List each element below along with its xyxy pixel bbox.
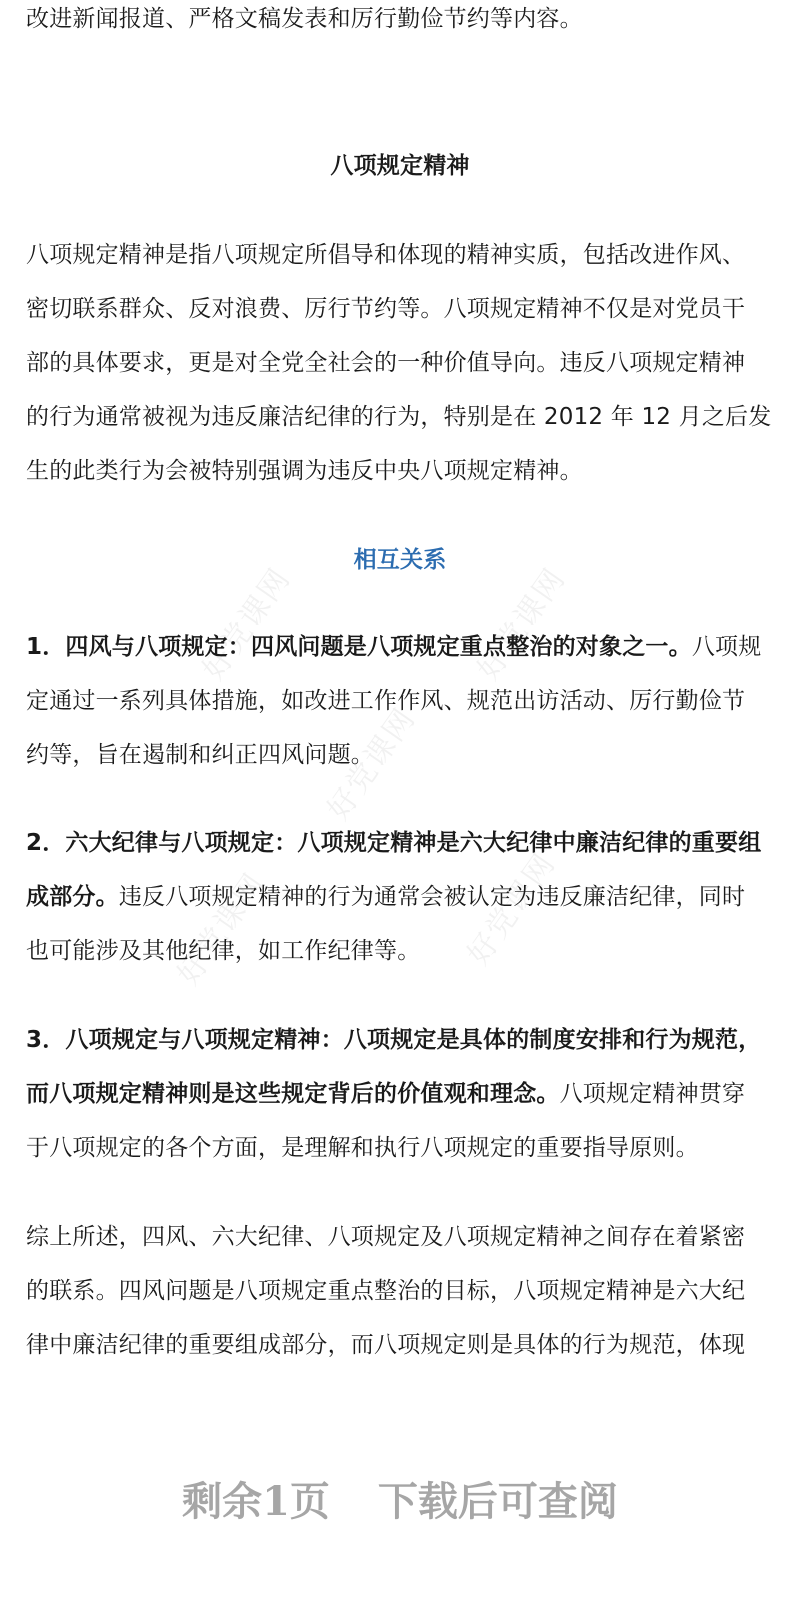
list-item-1-line [26, 632, 761, 662]
list-item-2-bold: 成部分。 [26, 884, 119, 910]
watermark: 好党课网 [470, 561, 573, 687]
paragraph-line: 八项规定精神是指八项规定所倡导和体现的精神实质，包括改进作风、 [26, 242, 746, 268]
watermark: 好党课网 [460, 846, 563, 972]
section-title-eight-rules-spirit: 八项规定精神 [330, 153, 470, 179]
paragraph-line: 部的具体要求，更是对全党全社会的一种价值导向。违反八项规定精神 [26, 350, 746, 376]
list-item-2-text: 违反八项规定精神的行为通常会被认定为违反廉洁纪律，同时 [118, 884, 746, 910]
list-item-3-line [26, 1079, 745, 1109]
summary-line: 综上所述，四风、六大纪律、八项规定及八项规定精神之间存在着紧密 [26, 1224, 746, 1250]
watermark: 好党课网 [195, 561, 298, 687]
download-to-view-label[interactable]: 下载后可查阅 [377, 1478, 618, 1525]
summary-line: 的联系。四风问题是八项规定重点整治的目标，八项规定精神是六大纪 [26, 1278, 746, 1304]
list-item-2-line: 2．六大纪律与八项规定：八项规定精神是六大纪律中廉洁纪律的重要组 [26, 830, 762, 856]
list-item-1-line: 约等，旨在遏制和纠正四风问题。 [26, 742, 374, 768]
paragraph-line: 密切联系群众、反对浪费、厉行节约等。八项规定精神不仅是对党员干 [26, 296, 746, 322]
list-item-1-line: 定通过一系列具体措施，如改进工作作风、规范出访活动、厉行勤俭节 [26, 688, 746, 714]
paragraph-line: 生的此类行为会被特别强调为违反中央八项规定精神。 [26, 458, 583, 484]
list-item-1-text: 八项规 [691, 634, 762, 660]
list-item-1-bold: 1．四风与八项规定：四风问题是八项规定重点整治的对象之一。 [26, 634, 692, 660]
list-item-3-bold: 而八项规定精神则是这些规定背后的价值观和理念。 [26, 1081, 560, 1107]
paragraph-line: 的行为通常被视为违反廉洁纪律的行为，特别是在 2012 年 12 月之后发 [26, 404, 772, 430]
list-item-3-line: 3．八项规定与八项规定精神：八项规定是具体的制度安排和行为规范， [26, 1027, 762, 1053]
watermark: 好党课网 [320, 701, 423, 827]
list-item-3-text: 八项规定精神贯穿 [559, 1081, 746, 1107]
watermark: 好党课网 [170, 866, 273, 992]
section-title-relationship: 相互关系 [353, 547, 447, 573]
summary-line: 律中廉洁纪律的重要组成部分，而八项规定则是具体的行为规范，体现 [26, 1332, 746, 1358]
list-item-3-line: 于八项规定的各个方面，是理解和执行八项规定的重要指导原则。 [26, 1135, 699, 1161]
list-item-2-line [26, 882, 745, 912]
list-item-2-line: 也可能涉及其他纪律，如工作纪律等。 [26, 938, 421, 964]
intro-tail-text: 改进新闻报道、严格文稿发表和厉行勤俭节约等内容。 [26, 6, 583, 32]
remaining-pages-label: 剩余1页 [182, 1478, 330, 1525]
download-prompt[interactable] [0, 1470, 800, 1527]
